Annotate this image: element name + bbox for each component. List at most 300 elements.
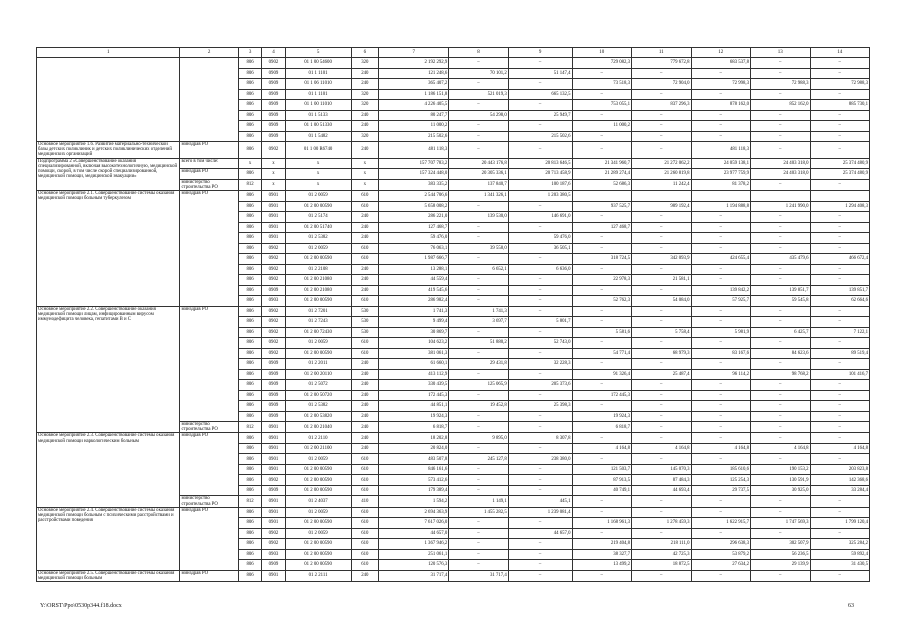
- value-cell: 21 272 062,2: [632, 158, 692, 169]
- value-cell: 610: [351, 464, 379, 475]
- value-cell: 530: [351, 306, 379, 317]
- value-cell: 806: [238, 317, 261, 328]
- value-cell: 610: [351, 348, 379, 359]
- value-cell: –: [751, 411, 811, 422]
- executor-cell: министерство строительства РО: [180, 496, 238, 507]
- value-cell: 0902: [262, 539, 285, 550]
- value-cell: 54 298,0: [449, 110, 509, 121]
- value-cell: –: [751, 390, 811, 401]
- value-cell: –: [751, 275, 811, 286]
- value-cell: –: [572, 306, 632, 317]
- value-cell: 0909: [262, 110, 285, 121]
- value-cell: 0901: [262, 212, 285, 223]
- value-cell: –: [751, 142, 811, 159]
- value-cell: 137 840,7: [449, 179, 509, 190]
- value-cell: 9 895,0: [449, 433, 509, 444]
- value-cell: 01 2 00 51740: [285, 222, 351, 233]
- value-cell: 01 1 00 R6740: [285, 142, 351, 159]
- value-cell: 62 664,6: [810, 296, 870, 307]
- value-cell: 240: [351, 121, 379, 132]
- value-cell: 7 617 026,0: [379, 518, 449, 529]
- value-cell: 0909: [262, 121, 285, 132]
- value-cell: 40 749,1: [572, 485, 632, 496]
- event-cell: Основное мероприятие 2.4. Совершенствование системы оказания медицинской помощи больным с психическими расстройствами и расстройствами поведения: [37, 507, 180, 570]
- value-cell: –: [810, 179, 870, 190]
- value-cell: 240: [351, 222, 379, 233]
- value-cell: 73 518,3: [572, 79, 632, 90]
- value-cell: 481 118,3: [379, 142, 449, 159]
- value-cell: –: [449, 254, 509, 265]
- value-cell: x: [285, 169, 351, 180]
- value-cell: 240: [351, 233, 379, 244]
- value-cell: –: [751, 179, 811, 190]
- value-cell: 0901: [262, 464, 285, 475]
- value-cell: –: [632, 264, 692, 275]
- value-cell: 610: [351, 191, 379, 202]
- value-cell: 0909: [262, 485, 285, 496]
- value-cell: 13 288,1: [379, 264, 449, 275]
- value-cell: 240: [351, 570, 379, 581]
- budget-table-container: [36, 47, 870, 582]
- value-cell: 806: [238, 222, 261, 233]
- value-cell: –: [751, 306, 811, 317]
- value-cell: –: [508, 411, 572, 422]
- value-cell: –: [751, 454, 811, 465]
- table-row: [37, 191, 870, 202]
- value-cell: –: [632, 233, 692, 244]
- footer-file-path: Y:\ORST\Ppo\0530p344.f18.docx: [40, 603, 122, 609]
- value-cell: 25 949,7: [508, 110, 572, 121]
- value-cell: 0909: [262, 560, 285, 571]
- value-cell: –: [691, 338, 751, 349]
- value-cell: –: [751, 570, 811, 581]
- value-cell: –: [810, 380, 870, 391]
- value-cell: 610: [351, 338, 379, 349]
- value-cell: –: [751, 58, 811, 69]
- value-cell: 0909: [262, 401, 285, 412]
- value-cell: 240: [351, 212, 379, 223]
- value-cell: 44 657,0: [379, 528, 449, 539]
- value-cell: 806: [238, 89, 261, 100]
- value-cell: –: [449, 560, 509, 571]
- value-cell: –: [508, 464, 572, 475]
- value-cell: 806: [238, 518, 261, 529]
- value-cell: 806: [238, 539, 261, 550]
- value-cell: 01 2 5382: [285, 233, 351, 244]
- value-cell: 2 694 363,9: [379, 507, 449, 518]
- value-cell: 610: [351, 528, 379, 539]
- value-cell: 01 2 5174: [285, 212, 351, 223]
- value-cell: 76 063,1: [379, 243, 449, 254]
- value-cell: 83 167,6: [691, 348, 751, 359]
- value-cell: 56 236,5: [751, 549, 811, 560]
- value-cell: 01 2 00 00590: [285, 464, 351, 475]
- value-cell: 98 768,2: [751, 369, 811, 380]
- value-cell: –: [810, 390, 870, 401]
- value-cell: –: [572, 317, 632, 328]
- value-cell: 846 161,6: [379, 464, 449, 475]
- event-cell: Основное мероприятие 2.3. Совершенствование системы оказания медицинской помощи наркологическим больным: [37, 433, 180, 507]
- value-cell: 937 525,7: [572, 201, 632, 212]
- value-cell: x: [262, 158, 285, 169]
- table-row: [37, 433, 870, 444]
- value-cell: 3 697,7: [449, 317, 509, 328]
- value-cell: –: [810, 212, 870, 223]
- value-cell: –: [751, 338, 811, 349]
- value-cell: 296 638,3: [691, 539, 751, 550]
- value-cell: 779 672,8: [632, 58, 692, 69]
- value-cell: –: [572, 454, 632, 465]
- value-cell: –: [632, 422, 692, 433]
- value-cell: –: [691, 212, 751, 223]
- value-cell: 806: [238, 275, 261, 286]
- value-cell: –: [632, 110, 692, 121]
- value-cell: 31 430,5: [810, 560, 870, 571]
- value-cell: 01 2 2108: [285, 264, 351, 275]
- column-header: 5: [285, 48, 351, 58]
- value-cell: 852 162,0: [751, 100, 811, 111]
- value-cell: 483 507,8: [379, 454, 449, 465]
- value-cell: 172 445,3: [572, 390, 632, 401]
- value-cell: 806: [238, 68, 261, 79]
- value-cell: 21 260 819,8: [632, 169, 692, 180]
- value-cell: 84 623,6: [751, 348, 811, 359]
- value-cell: 0902: [262, 254, 285, 265]
- value-cell: –: [751, 317, 811, 328]
- value-cell: 683 537,8: [691, 58, 751, 69]
- value-cell: 1 149,1: [449, 496, 509, 507]
- value-cell: 72 904,0: [632, 79, 692, 90]
- value-cell: 25 374 480,9: [810, 158, 870, 169]
- value-cell: –: [751, 131, 811, 142]
- value-cell: –: [449, 275, 509, 286]
- value-cell: 806: [238, 100, 261, 111]
- value-cell: 806: [238, 454, 261, 465]
- value-cell: 01 2 00 00590: [285, 296, 351, 307]
- value-cell: 0903: [262, 296, 285, 307]
- value-cell: 806: [238, 528, 261, 539]
- value-cell: 21 341 960,7: [572, 158, 632, 169]
- value-cell: 101 416,7: [810, 369, 870, 380]
- event-cell: Основное мероприятие 2.5. Совершенствование системы оказания медицинской помощи больным: [37, 570, 180, 581]
- value-cell: 806: [238, 254, 261, 265]
- value-cell: –: [632, 131, 692, 142]
- value-cell: [751, 191, 811, 202]
- value-cell: –: [508, 296, 572, 307]
- value-cell: –: [691, 275, 751, 286]
- value-cell: –: [449, 518, 509, 529]
- value-cell: –: [810, 401, 870, 412]
- header-row: [37, 48, 870, 58]
- value-cell: 806: [238, 243, 261, 254]
- value-cell: –: [572, 68, 632, 79]
- value-cell: 87 913,5: [572, 475, 632, 486]
- value-cell: 19 452,8: [449, 401, 509, 412]
- value-cell: 245 127,8: [449, 454, 509, 465]
- value-cell: 812: [238, 422, 261, 433]
- value-cell: –: [691, 68, 751, 79]
- value-cell: –: [572, 110, 632, 121]
- value-cell: 251 061,1: [379, 549, 449, 560]
- value-cell: 33 284,4: [810, 485, 870, 496]
- value-cell: 2 192 292,9: [379, 58, 449, 69]
- value-cell: 0902: [262, 475, 285, 486]
- event-cell: Основное мероприятие 2.1. Совершенствование системы оказания медицинской помощи больным туберкулезом: [37, 191, 180, 307]
- value-cell: –: [508, 306, 572, 317]
- value-cell: 70 101,2: [449, 68, 509, 79]
- value-cell: 812: [238, 179, 261, 190]
- value-cell: 410: [351, 496, 379, 507]
- value-cell: –: [632, 570, 692, 581]
- value-cell: –: [449, 201, 509, 212]
- value-cell: 01 2 00 20110: [285, 369, 351, 380]
- value-cell: 320: [351, 89, 379, 100]
- value-cell: –: [691, 390, 751, 401]
- value-cell: 29 139,9: [751, 560, 811, 571]
- value-cell: 0901: [262, 422, 285, 433]
- value-cell: 51 147,4: [508, 68, 572, 79]
- value-cell: 01 2 00 00590: [285, 475, 351, 486]
- value-cell: 01 1 1101: [285, 68, 351, 79]
- value-cell: –: [751, 243, 811, 254]
- value-cell: 0902: [262, 528, 285, 539]
- value-cell: –: [751, 496, 811, 507]
- value-cell: 59 476,0: [379, 233, 449, 244]
- value-cell: –: [810, 58, 870, 69]
- value-cell: –: [810, 243, 870, 254]
- value-cell: 806: [238, 411, 261, 422]
- value-cell: –: [572, 380, 632, 391]
- value-cell: 806: [238, 560, 261, 571]
- value-cell: 0909: [262, 390, 285, 401]
- column-header: 4: [262, 48, 285, 58]
- value-cell: 53 879,2: [691, 549, 751, 560]
- value-cell: 01 2 00 00590: [285, 485, 351, 496]
- value-cell: 0909: [262, 285, 285, 296]
- value-cell: 6 818,7: [572, 422, 632, 433]
- value-cell: –: [449, 411, 509, 422]
- value-cell: 5 581,6: [572, 327, 632, 338]
- value-cell: 806: [238, 485, 261, 496]
- value-cell: 806: [238, 169, 261, 180]
- value-cell: 806: [238, 131, 261, 142]
- value-cell: –: [508, 142, 572, 159]
- value-cell: –: [810, 142, 870, 159]
- value-cell: 806: [238, 401, 261, 412]
- event-cell: Основное мероприятие 1.6. Развитие материально-технической базы детских поликлиник и детских поликлинических отделений медицинских организаций: [37, 142, 180, 159]
- value-cell: 381 061,3: [379, 348, 449, 359]
- column-header: 8: [449, 48, 509, 58]
- value-cell: 24 403 318,0: [751, 158, 811, 169]
- value-cell: x: [285, 179, 351, 190]
- value-cell: –: [810, 496, 870, 507]
- value-cell: 91 326,4: [572, 369, 632, 380]
- value-cell: 01 2 00 00590: [285, 539, 351, 550]
- value-cell: –: [449, 464, 509, 475]
- value-cell: 435 479,6: [751, 254, 811, 265]
- value-cell: 806: [238, 121, 261, 132]
- value-cell: 100 187,6: [508, 179, 572, 190]
- value-cell: 1 622 915,7: [691, 518, 751, 529]
- value-cell: x: [262, 169, 285, 180]
- value-cell: 806: [238, 264, 261, 275]
- value-cell: –: [751, 68, 811, 79]
- executor-cell: министерство строительства РО: [180, 179, 238, 190]
- value-cell: 0901: [262, 191, 285, 202]
- value-cell: –: [508, 475, 572, 486]
- value-cell: –: [449, 327, 509, 338]
- value-cell: –: [751, 264, 811, 275]
- value-cell: –: [810, 433, 870, 444]
- value-cell: 753 055,1: [572, 100, 632, 111]
- event-cell: Подпрограмма 2 «Совершенствование оказания специализированной, включая высокотехнологичную, медицинской помощи, скорой, в том числе скорой специализированной, медицинской помощи, медицинской эвакуации»: [37, 158, 180, 190]
- value-cell: –: [449, 475, 509, 486]
- value-cell: 806: [238, 464, 261, 475]
- value-cell: 806: [238, 296, 261, 307]
- value-cell: –: [751, 380, 811, 391]
- executor-cell: министерство строительства РО: [180, 422, 238, 433]
- value-cell: –: [572, 359, 632, 370]
- value-cell: 01 1 5482: [285, 131, 351, 142]
- value-cell: 240: [351, 443, 379, 454]
- value-cell: 325 284,2: [810, 539, 870, 550]
- value-cell: 729 082,3: [572, 58, 632, 69]
- value-cell: –: [508, 369, 572, 380]
- value-cell: 0901: [262, 507, 285, 518]
- value-cell: –: [810, 275, 870, 286]
- value-cell: 4 164,8: [691, 443, 751, 454]
- value-cell: 0909: [262, 411, 285, 422]
- value-cell: 01 2 0059: [285, 507, 351, 518]
- value-cell: 240: [351, 359, 379, 370]
- value-cell: –: [449, 285, 509, 296]
- value-cell: –: [508, 327, 572, 338]
- value-cell: 61 660,1: [379, 359, 449, 370]
- value-cell: –: [810, 233, 870, 244]
- value-cell: –: [691, 570, 751, 581]
- value-cell: –: [449, 443, 509, 454]
- value-cell: 1 367 946,2: [379, 539, 449, 550]
- value-cell: 44 657,0: [508, 528, 572, 539]
- value-cell: 5 758,4: [632, 327, 692, 338]
- value-cell: 806: [238, 233, 261, 244]
- value-cell: 21 581,1: [632, 275, 692, 286]
- value-cell: –: [691, 306, 751, 317]
- value-cell: 610: [351, 539, 379, 550]
- value-cell: 39 558,0: [449, 243, 509, 254]
- value-cell: 19 924,3: [379, 411, 449, 422]
- value-cell: –: [810, 359, 870, 370]
- value-cell: 286 982,4: [379, 296, 449, 307]
- value-cell: 320: [351, 58, 379, 69]
- value-cell: 610: [351, 254, 379, 265]
- value-cell: –: [449, 142, 509, 159]
- value-cell: 240: [351, 285, 379, 296]
- value-cell: –: [572, 496, 632, 507]
- value-cell: 127 468,7: [379, 222, 449, 233]
- value-cell: 806: [238, 433, 261, 444]
- value-cell: x: [351, 158, 379, 169]
- value-cell: 4 164,8: [632, 443, 692, 454]
- value-cell: 240: [351, 264, 379, 275]
- column-header: 10: [572, 48, 632, 58]
- value-cell: 419 545,6: [379, 285, 449, 296]
- value-cell: 01 2 0059: [285, 243, 351, 254]
- value-cell: 806: [238, 110, 261, 121]
- value-cell: –: [691, 110, 751, 121]
- value-cell: 240: [351, 422, 379, 433]
- value-cell: –: [508, 254, 572, 265]
- value-cell: –: [691, 233, 751, 244]
- value-cell: [572, 191, 632, 202]
- value-cell: 52 743,0: [508, 338, 572, 349]
- value-cell: –: [449, 390, 509, 401]
- value-cell: 01 2 0059: [285, 454, 351, 465]
- value-cell: 20 443 176,8: [449, 158, 509, 169]
- value-cell: 01 2 00 21080: [285, 285, 351, 296]
- value-cell: 806: [238, 212, 261, 223]
- value-cell: 240: [351, 433, 379, 444]
- value-cell: 806: [238, 58, 261, 69]
- value-cell: 610: [351, 485, 379, 496]
- column-header: 2: [180, 48, 238, 58]
- value-cell: –: [751, 110, 811, 121]
- table-row: [37, 507, 870, 518]
- value-cell: 145 070,3: [632, 464, 692, 475]
- value-cell: –: [449, 233, 509, 244]
- value-cell: 445,1: [508, 496, 572, 507]
- value-cell: –: [508, 518, 572, 529]
- value-cell: 573 412,6: [379, 475, 449, 486]
- value-cell: 1 194 888,8: [691, 201, 751, 212]
- value-cell: 6 425,7: [751, 327, 811, 338]
- value-cell: 530: [351, 327, 379, 338]
- value-cell: –: [508, 222, 572, 233]
- value-cell: –: [751, 233, 811, 244]
- value-cell: –: [751, 121, 811, 132]
- column-header: 6: [351, 48, 379, 58]
- value-cell: 219 404,8: [572, 539, 632, 550]
- value-cell: 01 1 00 54600: [285, 58, 351, 69]
- value-cell: –: [632, 390, 692, 401]
- value-cell: 0901: [262, 222, 285, 233]
- value-cell: 01 2 2011: [285, 359, 351, 370]
- table-row: [37, 58, 870, 69]
- value-cell: 1 341 326,1: [449, 191, 509, 202]
- table-row: [37, 306, 870, 317]
- table-row: [37, 158, 870, 169]
- value-cell: –: [751, 507, 811, 518]
- value-cell: 01 2 00 00590: [285, 254, 351, 265]
- value-cell: 610: [351, 243, 379, 254]
- value-cell: –: [572, 570, 632, 581]
- value-cell: 240: [351, 142, 379, 159]
- value-cell: x: [238, 158, 261, 169]
- value-cell: 215 502,6: [508, 131, 572, 142]
- value-cell: –: [751, 359, 811, 370]
- value-cell: –: [449, 131, 509, 142]
- value-cell: 1 294 408,3: [810, 201, 870, 212]
- value-cell: 240: [351, 79, 379, 90]
- column-header: 13: [751, 48, 811, 58]
- value-cell: 30 925,0: [751, 485, 811, 496]
- value-cell: x: [351, 169, 379, 180]
- value-cell: [691, 191, 751, 202]
- value-cell: 330 439,5: [379, 380, 449, 391]
- value-cell: –: [810, 121, 870, 132]
- table-row: [37, 570, 870, 581]
- value-cell: 0902: [262, 58, 285, 69]
